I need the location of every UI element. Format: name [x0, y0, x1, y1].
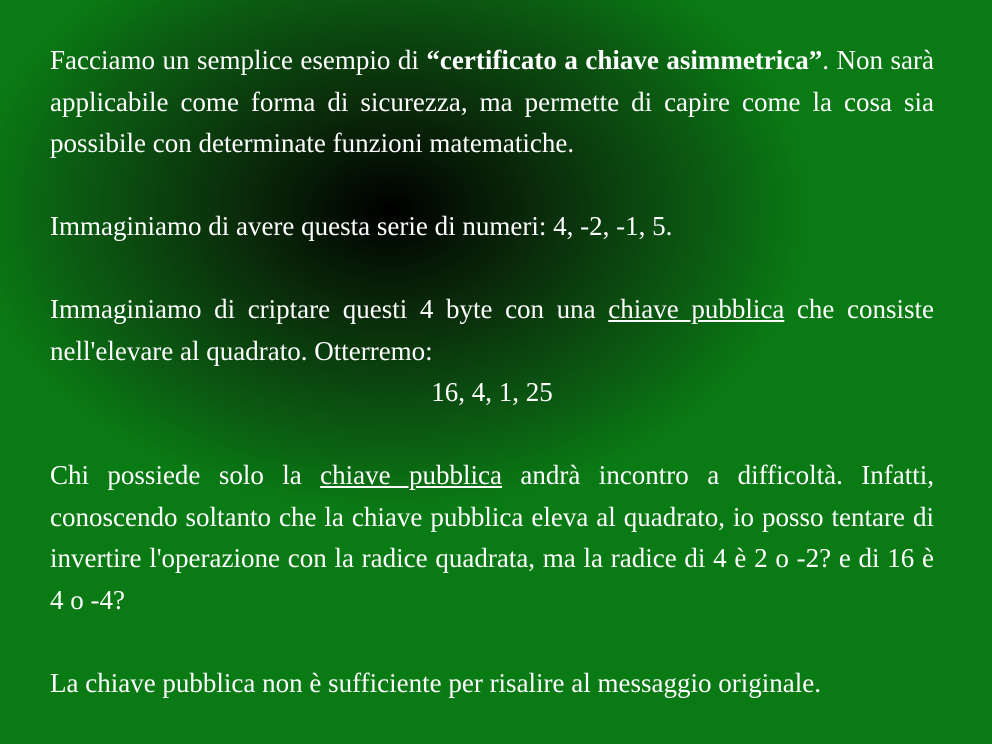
encrypt-lead: Immaginiamo di criptare questi 4 byte con una	[50, 294, 609, 324]
paragraph-difficulty	[50, 455, 934, 621]
public-key-link[interactable]: chiave pubblica	[320, 460, 503, 490]
intro-lead: Facciamo un semplice esempio di	[50, 45, 427, 75]
spacer	[50, 165, 934, 207]
spacer	[50, 248, 934, 290]
paragraph-intro	[50, 40, 934, 165]
encrypt-rest: che consiste nell'elevare al quadrato. Otterremo:	[50, 294, 934, 366]
slide-content	[50, 40, 934, 704]
paragraph-numbers	[50, 206, 934, 248]
encrypted-result: 16, 4, 1, 25	[431, 377, 553, 407]
difficulty-rest: andrà incontro a difficoltà. Infatti, conoscendo soltanto che la chiave pubblica eleva al quadrato, io posso tentare di invertire l'operazione con la radice quadrata, ma la radice di 4 è 2 o -2? e di 16 è 4 o -4?	[50, 460, 934, 615]
conclusion-text: La chiave pubblica non è sufficiente per risalire al messaggio originale.	[50, 667, 821, 698]
certificate-term: “certificato a chiave asimmetrica”	[426, 45, 823, 75]
intro-rest: . Non sarà applicabile come forma di sicurezza, ma permette di capire come la cosa sia possibile con determinate funzioni matematiche.	[50, 45, 934, 158]
paragraph-conclusion	[50, 663, 934, 705]
difficulty-lead: Chi possiede solo la	[50, 460, 321, 490]
paragraph-encrypt	[50, 289, 934, 372]
spacer	[50, 621, 934, 663]
public-key-link[interactable]: chiave pubblica	[608, 294, 785, 324]
numbers-text: Immaginiamo di avere questa serie di numeri: 4, -2, -1, 5.	[50, 211, 673, 241]
spacer	[50, 414, 934, 456]
